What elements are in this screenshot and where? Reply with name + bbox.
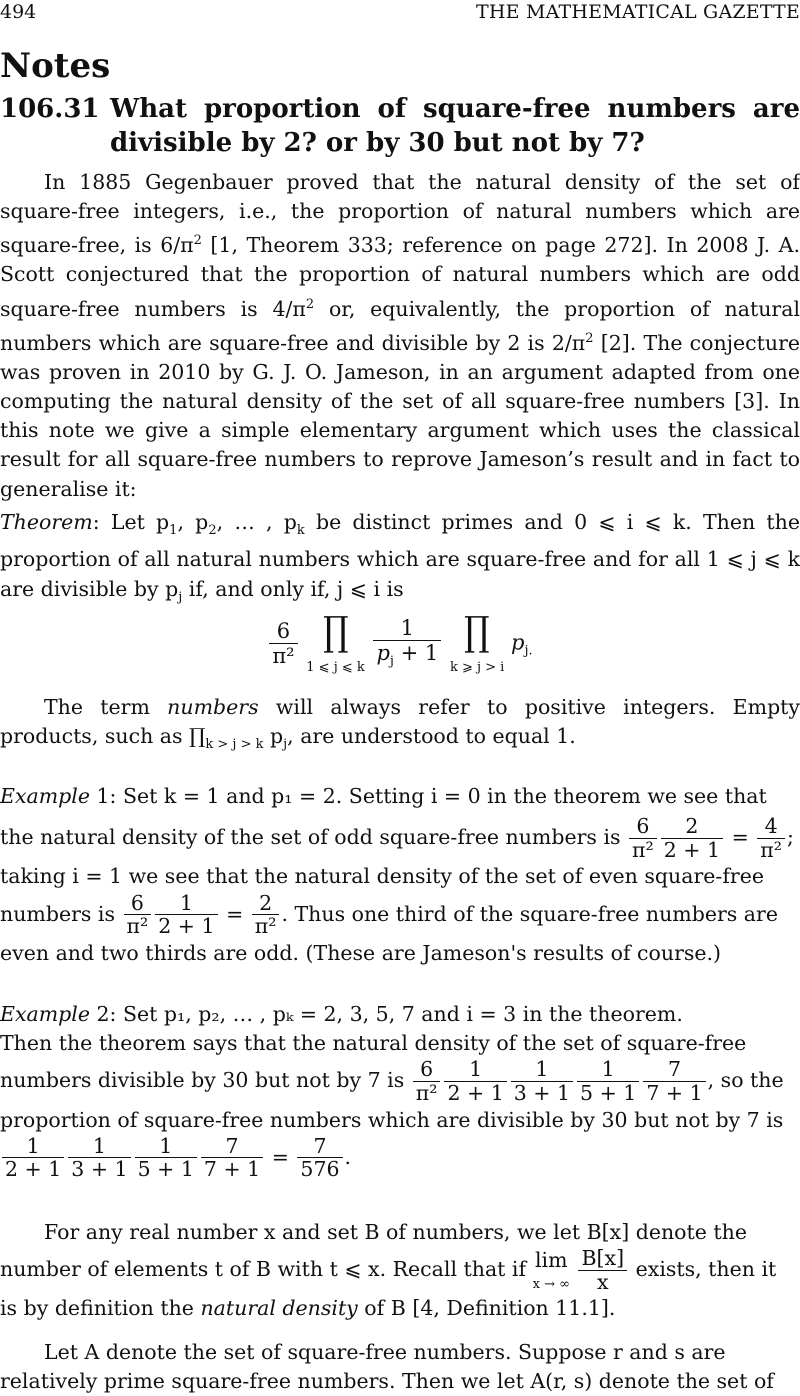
section-title: Notes	[0, 46, 111, 86]
example2-label: Example	[0, 1002, 90, 1026]
example1-label: Example	[0, 784, 90, 808]
note-title-line1: What proportion of square-free numbers are	[110, 94, 800, 124]
note-number: 106.31	[0, 94, 100, 124]
theorem-formula: $\frac{6}{\text{π²}}$ ∏ 1 ⩽ j ⩽ k $\frac{1}{p_j + 1}$ ∏ k ⩾ j > i $p_{j.}$	[0, 612, 800, 676]
running-head	[0, 0, 800, 24]
product-symbol: ∏	[322, 609, 349, 655]
term-paragraph: The term numbers will always refer to positive integers. Empty products, such as $\prod_{k > j > k}$ $p_j$, are understood to equal 1.	[0, 695, 800, 753]
note-title-line2: divisible by 2? or by 30 but not by 7?	[110, 128, 645, 158]
example2-paragraph: Example 2: Set p₁, p₂, … , pₖ = 2, 3, 5, 7 and i = 3 in the theorem. Then the theorem says that the natural density of the set of square-free numbers divisible by 30 but not by 7 is $\frac{6}{\text{π²}}$ $\frac{1}{2 + 1}$ $\frac{1}{3 + 1}$ $\frac{1}{5 + 1}$ $\frac{7}{7 + 1}$ , so the proportion of square-free numbers which are divisible by 30 but not by 7 is $\frac{1}{2 + 1}$ $\frac{1}{3 + 1}$ $\frac{1}{5 + 1}$ $\frac{7}{7 + 1}$ = $\frac{7}{576}$ .	[0, 1002, 784, 1182]
last-paragraph: Let A denote the set of square-free numbers. Suppose r and s are relatively prime square-free numbers. Then we let A(r, s) denote the set of	[0, 1340, 774, 1394]
journal-name: THE MATHEMATICAL GAZETTE	[476, 1, 800, 23]
page-number: 494	[0, 1, 37, 23]
product-symbol-2: ∏	[464, 609, 490, 655]
intro-paragraph: In 1885 Gegenbauer proved that the natural density of the set of square-free integers, i.e., the proportion of natural numbers which are square-free, is $6/\pi^2$ [1, Theorem 333; reference on page 272]. In 2008 J. A. Scott conjectured that the proportion of natural numbers which are odd square-free numbers is $4/\pi^2$ or, equivalently, the proportion of natural numbers which are square-free and divisible by 2 is $2/\pi^2$ [2]. The conjecture was proven in 2010 by G. J. O. Jameson, in an argument adapted from one computing the natural density of the set of all square-free numbers [3]. In this note we give a simple elementary argument which uses the classical result for all square-free numbers to reprove Jameson’s result and in fact to generalise it:	[0, 170, 800, 501]
example1-paragraph: Example 1: Set k = 1 and p₁ = 2. Setting i = 0 in the theorem we see that the natural density of the set of odd square-free numbers is $\frac{6}{\text{π²}}$ $\frac{2}{2 + 1}$ = $\frac{4}{\text{π²}}$ ; taking i = 1 we see that the natural density of the set of even square-free numbers is $\frac{6}{\text{π²}}$ $\frac{1}{2 + 1}$ = $\frac{2}{\text{π²}}$ . Thus one third of the square-free numbers are even and two thirds are odd. (These are Jameson's results of course.)	[0, 784, 794, 965]
density-paragraph: For any real number x and set B of numbers, we let B[x] denote the number of elements t of B with t ⩽ x. Recall that if lim x → ∞ $\frac{B[x]}{x}$ exists, then it is by definition the natural density of B [4, Definition 11.1].	[0, 1220, 777, 1321]
theorem-label: Theorem	[0, 510, 93, 534]
theorem-paragraph: Theorem: Let $p_1$, $p_2$, … , $p_k$ be distinct primes and 0 ⩽ i ⩽ k. Then the proportion of all natural numbers which are square-free and for all 1 ⩽ j ⩽ k are divisible by $p_j$ if, and only if, j ⩽ i is	[0, 510, 800, 605]
